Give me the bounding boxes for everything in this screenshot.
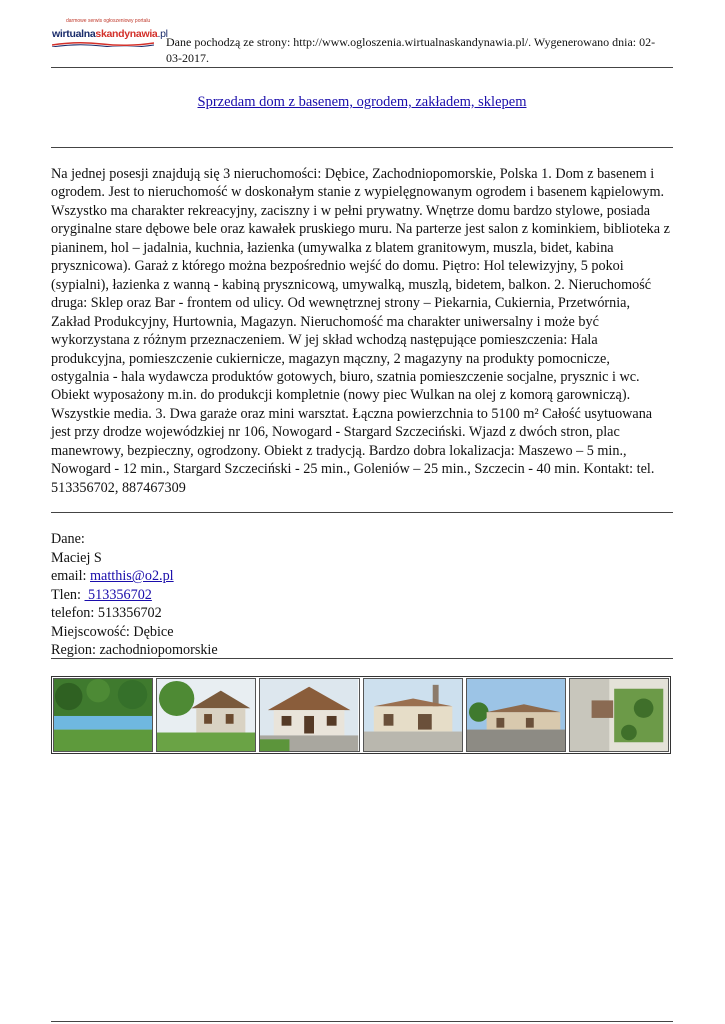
contact-city: Miejscowość: Dębice bbox=[51, 623, 174, 640]
listing-description: Na jednej posesji znajdują się 3 nieruchomości: Dębice, Zachodniopomorskie, Polska 1. Dom z basenem i ogrodem. Jest to nieruchomość w doskonałym stanie z wypielęgnowanym ogrodem i basenem kąpielowym. Wszystko ma charakter rekreacyjny, zaciszny i w pełni prywatny. Wnętrze domu bardzo stylowe, posiada oryginalne stare dębowe bele oraz kawałek pruskiego muru. Na parterze jest salon z kominkiem, biblioteka z pianinem, hol – jadalnia, kuchnia, łazienka (umywalka z blatem granitowym, muszla, bidet, kabina prysznicowa). Garaż z którego można bezpośrednio wejść do domu. Piętro: Hol telewizyjny, 5 pokoi (sypialni), łazienka z wanną - kabiną prysznicową, umywalką, muszlą, bidetem, balkon. 2. Nieruchomość druga: Sklep oraz Bar - frontem od ulicy. Od wewnętrznej strony – Piekarnia, Cukiernia, Przetwórnia, Zakład Produkcyjny, Hurtownia, Magazyn. Nieruchomość ma charakter uniwersalny i może być wykorzystana z różnym przeznaczeniem. W jej skład wchodzą następujące pomieszczenia: Hala produkcyjna, pomieszczenie cukiernicze, magazyn mączny, 2 magazyny na produkty pomocnicze, ostygalnia - hala wydawcza produktów gotowych, biuro, szatnia pomieszczenie socjalne, prysznic i wc. Obiekt wyposażony m.in. do produkcji kompletnie (nowy piec Wulkan na olej z komorą garowniczą). Wszystkie media. 3. Dwa garaże oraz mini warsztat. Łączna powierzchnia to 5100 m² Całość usytuowana jest przy drodze wojewódzkiej nr 106, Nowogard - Stargard Szczeciński. Wjazd z dwóch stron, plac manewrowy, bezpieczny, ogrodzony. Obiekt z tradycją. Bardzo dobra lokalizacja: Maszewo – 5 min., Nowogard - 12 min., Stargard Szczeciński - 25 min., Goleniów – 25 min., Szczecin - 40 min. Kontakt: tel. 513356702, 887467309 bbox=[51, 166, 670, 496]
photo-pool-garden[interactable] bbox=[53, 678, 153, 752]
logo-suffix: .pl bbox=[157, 28, 168, 40]
contact-block bbox=[51, 530, 218, 660]
footer-divider bbox=[51, 1021, 673, 1022]
photo-house-front[interactable] bbox=[259, 678, 359, 752]
site-logo bbox=[52, 18, 168, 48]
contact-divider bbox=[51, 658, 673, 659]
description-divider bbox=[51, 512, 673, 513]
contact-name: Maciej S bbox=[51, 549, 102, 566]
photo-house-garden[interactable] bbox=[156, 678, 256, 752]
listing-title bbox=[51, 94, 673, 111]
contact-heading: Dane: bbox=[51, 531, 85, 547]
logo-main: skandynawia bbox=[95, 28, 158, 40]
title-divider bbox=[51, 147, 673, 148]
tlen-label: Tlen: bbox=[51, 586, 85, 603]
photo-gallery bbox=[51, 676, 671, 754]
photo-aerial-view[interactable] bbox=[569, 678, 669, 752]
logo-prefix: wirtualna bbox=[52, 28, 96, 40]
contact-tlen-row bbox=[51, 586, 218, 605]
photo-warehouse[interactable] bbox=[466, 678, 566, 752]
header-divider bbox=[51, 67, 673, 68]
photo-shop-building[interactable] bbox=[363, 678, 463, 752]
contact-region: Region: zachodniopomorskie bbox=[51, 642, 218, 658]
logo-wave-icon bbox=[52, 41, 154, 47]
contact-phone: telefon: 513356702 bbox=[51, 605, 162, 621]
email-label: email: bbox=[51, 568, 91, 584]
contact-email-row bbox=[51, 567, 218, 586]
source-info: Dane pochodzą ze strony: http://www.ogloszenia.wirtualnaskandynawia.pl/. Wygenerowano dnia: 02-03-2017. bbox=[166, 35, 656, 65]
listing-title-link[interactable]: Sprzedam dom z basenem, ogrodem, zakładem, sklepem bbox=[197, 94, 527, 110]
tlen-link[interactable]: 513356702 bbox=[84, 586, 152, 603]
logo-wordmark bbox=[52, 28, 168, 40]
email-link[interactable]: matthis@o2.pl bbox=[90, 568, 174, 584]
logo-tagline: darmowe serwis ogłoszeniowy portalu bbox=[66, 18, 151, 24]
